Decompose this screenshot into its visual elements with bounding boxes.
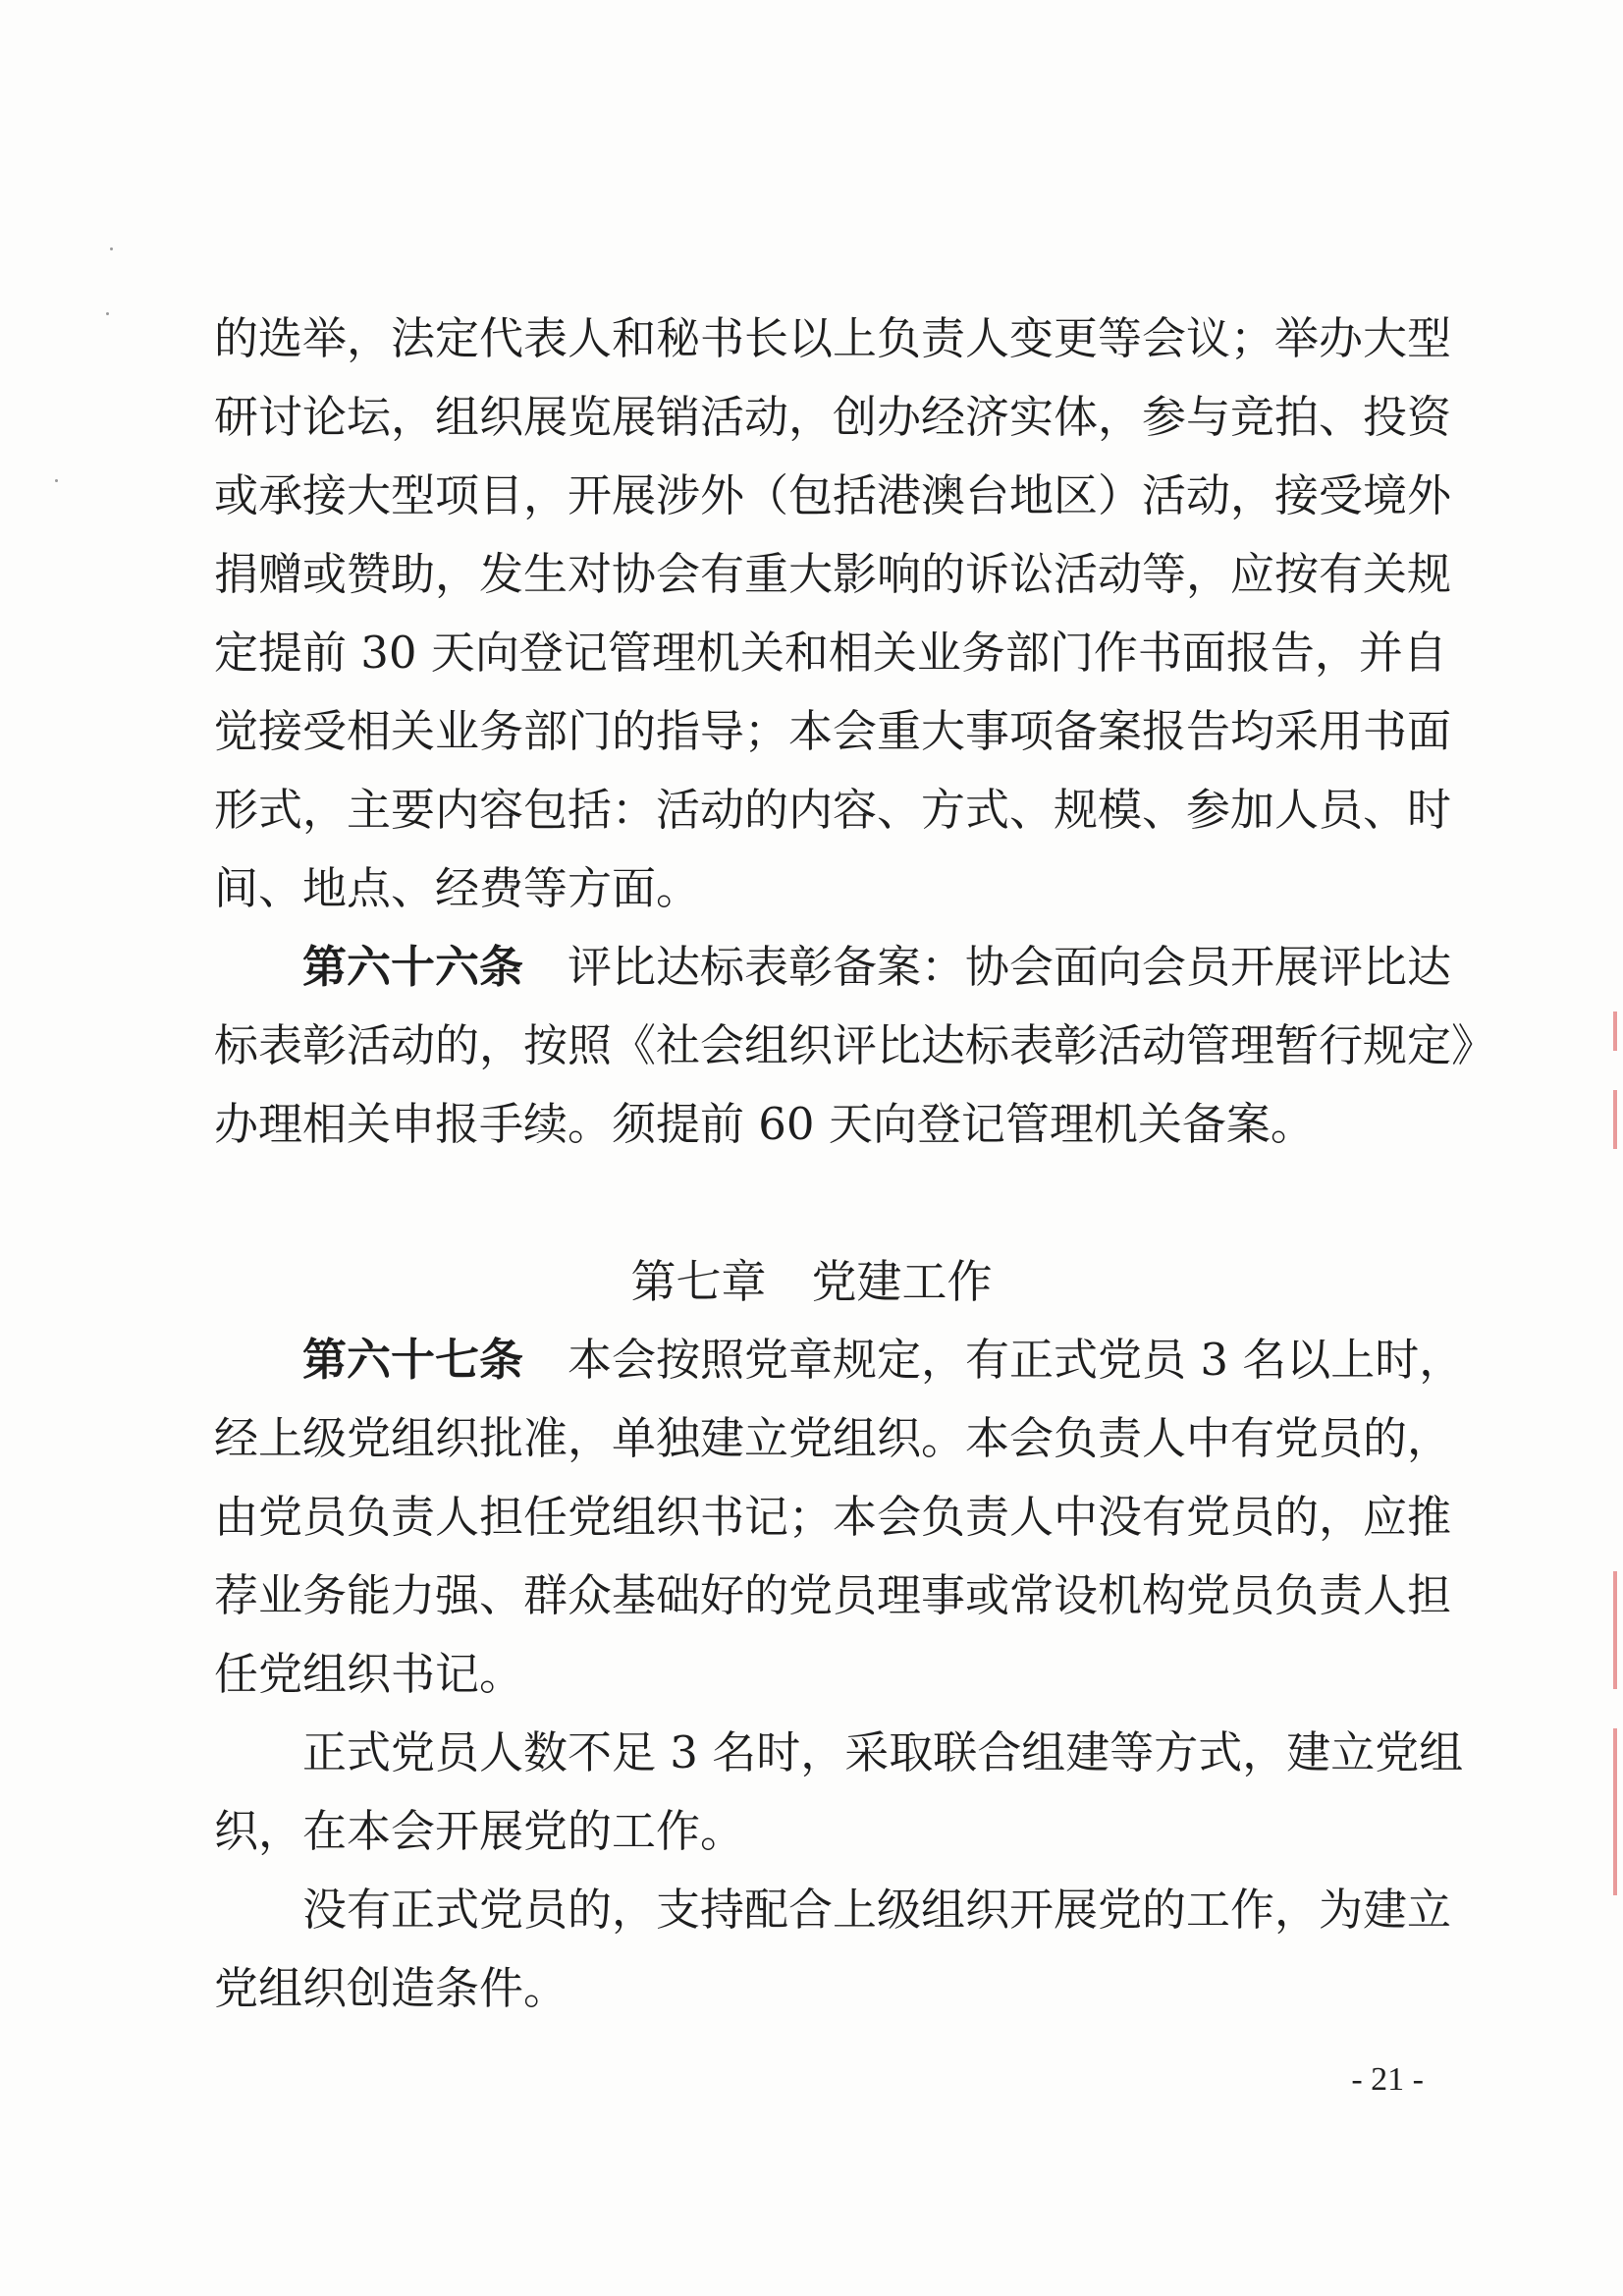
- article67-number: 第六十七条: [302, 1334, 524, 1386]
- article66-number: 第六十六条: [302, 941, 524, 993]
- paragraph3-line-1: 没有正式党员的，支持配合上级组织开展党的工作，为建立: [302, 1884, 1452, 1936]
- paragraph3-line-2: 党组织创造条件。: [214, 1962, 568, 2014]
- article66-first-line: [302, 938, 1452, 997]
- article66-first-line-text: 评比达标表彰备案：协会面向会员开展评比达: [568, 941, 1452, 993]
- chapter-heading: 第七章 党建工作: [630, 1255, 993, 1308]
- scan-speck: [55, 479, 58, 482]
- paragraph2-line-1: 正式党员人数不足 3 名时，采取联合组建等方式，建立党组: [302, 1726, 1464, 1778]
- page-number: - 21 -: [1351, 2061, 1424, 2098]
- article65-line-7: 形式，主要内容包括：活动的内容、方式、规模、参加人员、时: [214, 784, 1452, 836]
- scan-speck: [106, 312, 109, 315]
- article65-line-4: 捐赠或赞助，发生对协会有重大影响的诉讼活动等，应按有关规: [214, 548, 1452, 600]
- article67-first-line: [302, 1331, 1464, 1390]
- article65-line-3: 或承接大型项目，开展涉外（包括港澳台地区）活动，接受境外: [214, 469, 1452, 521]
- article65-line-8: 间、地点、经费等方面。: [214, 862, 701, 914]
- article67-line-4: 荐业务能力强、群众基础好的党员理事或常设机构党员负责人担: [214, 1569, 1452, 1621]
- article66-gap: [523, 941, 568, 993]
- article67-line-5: 任党组织书记。: [214, 1648, 524, 1700]
- article65-line-5: 定提前 30 天向登记管理机关和相关业务部门作书面报告，并自: [214, 627, 1447, 679]
- article65-line-6: 觉接受相关业务部门的指导；本会重大事项备案报告均采用书面: [214, 705, 1452, 757]
- red-stamp-edge-mark: [1613, 1728, 1617, 1895]
- scan-speck: [110, 247, 113, 250]
- red-stamp-edge-mark: [1613, 1090, 1617, 1149]
- article65-line-1: 的选举，法定代表人和秘书长以上负责人变更等会议；举办大型: [214, 312, 1452, 364]
- paragraph2-line-2: 织，在本会开展党的工作。: [214, 1805, 745, 1857]
- article66-line-2: 标表彰活动的，按照《社会组织评比达标表彰活动管理暂行规定》: [214, 1019, 1496, 1071]
- article67-line-3: 由党员负责人担任党组织书记；本会负责人中没有党员的，应推: [214, 1491, 1452, 1543]
- article67-first-line-text: 本会按照党章规定，有正式党员 3 名以上时，: [568, 1334, 1464, 1386]
- article67-line-2: 经上级党组织批准，单独建立党组织。本会负责人中有党员的，: [214, 1412, 1452, 1464]
- article67-gap: [523, 1334, 568, 1386]
- red-stamp-edge-mark: [1613, 1571, 1617, 1689]
- red-stamp-edge-mark: [1613, 1011, 1617, 1051]
- article66-line-3: 办理相关申报手续。须提前 60 天向登记管理机关备案。: [214, 1098, 1315, 1150]
- article65-line-2: 研讨论坛，组织展览展销活动，创办经济实体，参与竞拍、投资: [214, 391, 1452, 443]
